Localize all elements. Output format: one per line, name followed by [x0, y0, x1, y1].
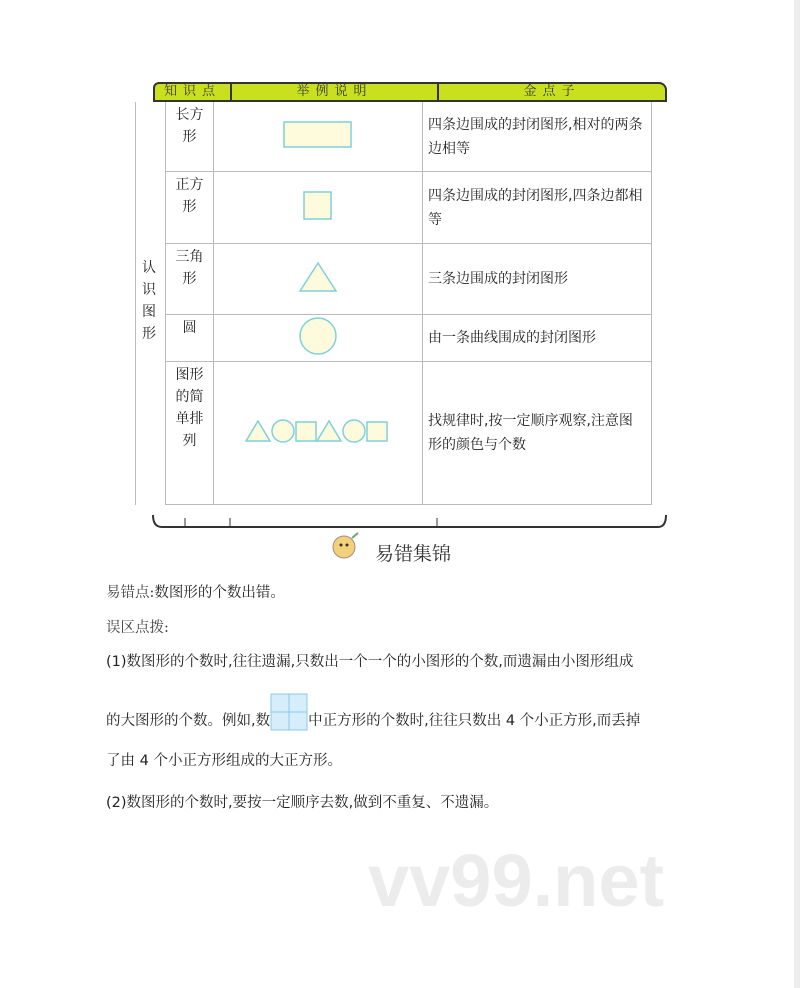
- concept-cell: 长方形: [166, 102, 214, 172]
- rectangle-shape-icon: [283, 121, 353, 153]
- example-cell: [213, 244, 423, 315]
- category-label: 认识图形: [142, 260, 156, 342]
- paragraph-1c: 了由 4 个小正方形组成的大正方形。: [106, 753, 342, 769]
- header-example: 举例说明: [230, 82, 439, 102]
- tip-cell: 找规律时,按一定顺序观察,注意图形的颜色与个数: [422, 362, 652, 505]
- tip-cell: 三条边围成的封闭图形: [422, 244, 652, 315]
- paragraph-1b: [106, 709, 640, 731]
- error-point: [106, 581, 285, 602]
- triangle-shape-icon: [298, 261, 338, 297]
- error-point-text: 数图形的个数出错。: [154, 585, 285, 601]
- square-shape-icon: [303, 191, 333, 225]
- tip-cell: 由一条曲线围成的封闭图形: [422, 315, 652, 362]
- grid-figure: [270, 693, 308, 731]
- watermark: vv99.net: [368, 839, 665, 922]
- tip-cell: 四条边围成的封闭图形,相对的两条边相等: [422, 102, 652, 172]
- concept-cell: 圆: [166, 315, 214, 362]
- concept-cell: 三角形: [166, 244, 214, 315]
- tip-cell: 四条边围成的封闭图形,四条边都相等: [422, 172, 652, 244]
- mascot-icon: [328, 530, 362, 564]
- example-cell: [213, 172, 423, 244]
- example-cell: [213, 102, 423, 172]
- header-tip: 金点子: [437, 82, 667, 102]
- paragraph-1a: (1)数图形的个数时,往往遗漏,只数出一个一个的小图形的个数,而遗漏由小图形组成: [106, 654, 634, 670]
- section-title: 易错集锦: [375, 543, 452, 565]
- paragraph-1b-end: 中正方形的个数时,往往只数出 4 个小正方形,而丢掉: [308, 713, 641, 729]
- bottom-bracket: [150, 505, 670, 530]
- example-cell: [213, 315, 423, 362]
- example-cell: [213, 362, 423, 505]
- pattern-shape-icon: [245, 417, 390, 449]
- paragraph-1b-start: 的大图形的个数。例如,数: [106, 713, 271, 729]
- category-column: [135, 102, 166, 505]
- tips-label: 误区点拨:: [106, 620, 169, 636]
- paragraph-2: (2)数图形的个数时,要按一定顺序去数,做到不重复、不遗漏。: [106, 795, 499, 811]
- error-point-label: 易错点:: [106, 585, 155, 601]
- header-knowledge: 知识点: [153, 82, 232, 102]
- concept-cell: 正方形: [166, 172, 214, 244]
- circle-shape-icon: [298, 316, 338, 360]
- concept-cell: 图形的简单排列: [166, 362, 214, 505]
